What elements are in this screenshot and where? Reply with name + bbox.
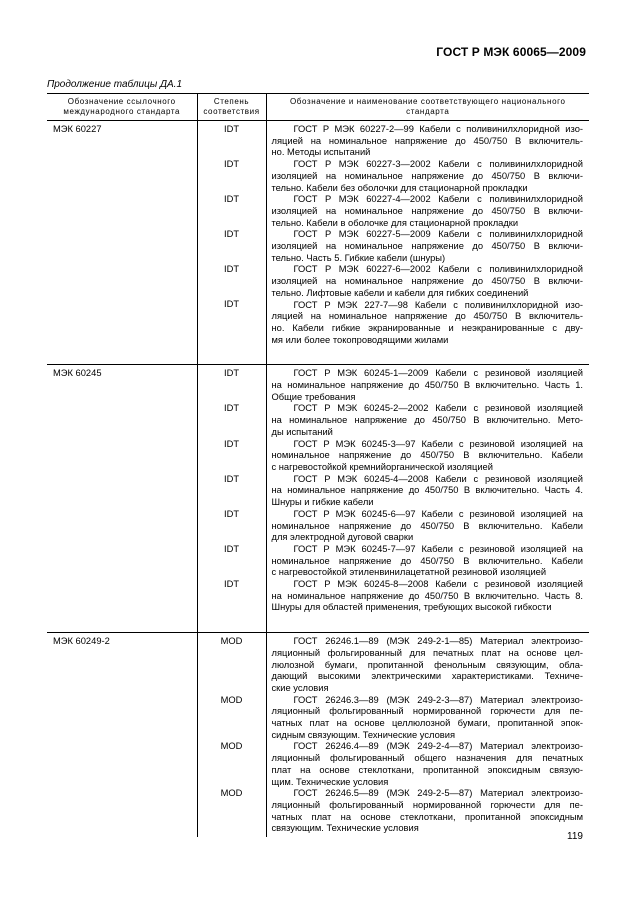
entry-line: с нагревостойкой кремнийорганической изоляцией: [271, 461, 493, 472]
degree-value: IDT: [223, 508, 240, 519]
column-header-reference: Обозначение ссылочного международного стандарта: [47, 94, 197, 121]
column-header-degree: Степень соответствия: [197, 94, 266, 121]
entry-line: тельно. Лифтовые кабели и кабели для гибких соединений: [271, 287, 529, 298]
entry-line: тельно. Часть 5. Гибкие кабели (шнуры): [271, 252, 446, 263]
entry-line: чатных плат на основе целлюлозной бумаги, пропитанной эпок-: [271, 718, 583, 729]
entry-line: ляционный фольгированный для печатных плат на основе цел-: [271, 647, 583, 658]
table-row: [47, 121, 589, 365]
national-standard-cell: [266, 633, 589, 837]
degree-cell: [197, 121, 266, 365]
national-standard-entry: [272, 124, 584, 159]
national-standard-entry: [272, 741, 584, 788]
entry-line: ГОСТ Р МЭК 60245-8—2008 Кабели с резиновой изоляцией: [293, 579, 583, 590]
entry-line: номинальное напряжение до 450/750 В включительно. Кабели: [271, 555, 583, 566]
national-standard-entry: [272, 439, 584, 474]
national-standard-entry: [272, 544, 584, 579]
degree-value: IDT: [223, 194, 240, 205]
entry-line: ды испытаний: [271, 426, 333, 437]
entry-line: ГОСТ Р МЭК 60227-3—2002 Кабели с поливинилхлоридной: [293, 159, 583, 170]
degree-value: MOD: [220, 636, 243, 647]
entry-line: ляционный фольгированный нормированной горючести для пе-: [271, 706, 583, 717]
entry-line: на номинальное напряжение до 450/750 В включительно. Мето-: [271, 415, 583, 426]
entry-line: тельно. Кабели без оболочки для стационарной прокладки: [271, 182, 528, 193]
national-standard-entry: [272, 368, 584, 403]
entry-line: дающий высокими электрическими характеристиками. Техниче-: [271, 671, 583, 682]
national-standard-entry: [272, 159, 584, 194]
entry-line: ляцией на номинальное напряжение до 450/750 В включитель-: [271, 135, 583, 146]
entry-line: ГОСТ 26246.4—89 (МЭК 249-2-4—87) Материал электроизо-: [293, 741, 583, 752]
national-standard-entry: [272, 695, 584, 742]
national-standard-entry: [272, 636, 584, 695]
degree-value: MOD: [220, 694, 243, 705]
entry-line: ГОСТ Р МЭК 60227-5—2009 Кабели с поливинилхлоридной: [293, 229, 583, 240]
entry-line: сидным связующим. Технические условия: [271, 729, 456, 740]
page-number: 119: [567, 831, 583, 842]
entry-line: люлозной бумаги, пропитанной фенольным связующим, обла-: [271, 659, 583, 670]
degree-value: IDT: [223, 159, 240, 170]
degree-cell: [197, 633, 266, 837]
table-row: [47, 365, 589, 633]
entry-line: но. Кабели гибкие экранированные и неэкранированные с дву-: [271, 322, 583, 333]
table-caption: Продолжение таблицы ДА.1: [47, 79, 183, 90]
entry-line: ГОСТ Р МЭК 60245-6—97 Кабели с резиновой изоляцией на: [293, 508, 583, 519]
entry-line: тельно. Кабели в оболочке для стационарной прокладки: [271, 217, 519, 228]
degree-value: IDT: [223, 124, 240, 134]
entry-line: на номинальное напряжение до 450/750 В включительно. Часть 8.: [271, 590, 583, 601]
table-body: [47, 121, 589, 838]
table-row: [47, 633, 589, 837]
entry-line: на номинальное напряжение до 450/750 В включительно. Часть 1.: [271, 380, 583, 391]
entry-line: ляционный фольгированный общего назначения для печатных: [271, 753, 583, 764]
entry-line: ГОСТ Р МЭК 60245-3—97 Кабели с резиновой изоляцией на: [293, 438, 583, 449]
degree-value: IDT: [223, 299, 240, 310]
entry-line: для электродной дуговой сварки: [271, 532, 414, 543]
national-standard-cell: [266, 365, 589, 633]
entry-line: ГОСТ 26246.5—89 (МЭК 249-2-5—87) Материал электроизо-: [293, 788, 583, 799]
entry-line: номинальное напряжение до 450/750 В включительно. Кабели: [271, 450, 583, 461]
entry-line: ГОСТ Р МЭК 60227-2—99 Кабели с поливинилхлоридной изо-: [293, 124, 583, 134]
entry-line: щим. Технические условия: [271, 776, 389, 787]
entry-line: Общие требования: [271, 391, 356, 402]
national-standard-entry: [272, 229, 584, 264]
national-standard-entry: [272, 509, 584, 544]
degree-value: IDT: [223, 403, 240, 414]
national-standard-entry: [272, 194, 584, 229]
national-standard-entry: [272, 403, 584, 438]
degree-value: MOD: [220, 788, 243, 799]
degree-value: IDT: [223, 229, 240, 240]
entry-line: изоляцией на номинальное напряжение до 450/750 В включи-: [271, 241, 583, 252]
entry-line: ГОСТ Р МЭК 60227-4—2002 Кабели с поливинилхлоридной: [293, 194, 583, 205]
entry-line: изоляцией на номинальное напряжение до 450/750 В включи-: [271, 205, 583, 216]
reference-standard-cell: МЭК 60245: [47, 365, 197, 633]
national-standard-entry: [272, 300, 584, 347]
entry-line: Шнуры для областей применения, требующих высокой гибкости: [271, 602, 552, 613]
entry-line: но. Методы испытаний: [271, 147, 371, 158]
entry-line: ГОСТ 26246.3—89 (МЭК 249-2-3—87) Материал электроизо-: [293, 694, 583, 705]
entry-line: ляционный фольгированный нормированной горючести для пе-: [271, 799, 583, 810]
entry-line: изоляцией на номинальное напряжение до 450/750 В включи-: [271, 276, 583, 287]
entry-line: ГОСТ Р МЭК 60245-1—2009 Кабели с резиновой изоляцией: [293, 368, 583, 379]
entry-line: ГОСТ Р МЭК 60245-2—2002 Кабели с резиновой изоляцией: [293, 403, 583, 414]
entry-line: чатных плат на основе стеклоткани, пропитанной эпоксидным: [271, 811, 583, 822]
national-standard-entry: [272, 579, 584, 614]
national-standard-entry: [272, 788, 584, 835]
national-standard-entry: [272, 264, 584, 299]
entry-line: ГОСТ Р МЭК 60227-6—2002 Кабели с поливинилхлоридной: [293, 264, 583, 275]
entry-line: номинальное напряжение до 450/750 В включительно. Кабели: [271, 520, 583, 531]
national-standard-entry: [272, 474, 584, 509]
degree-value: IDT: [223, 264, 240, 275]
entry-line: Шнуры и гибкие кабели: [271, 497, 374, 508]
entry-line: связующим. Технические условия: [271, 823, 419, 834]
entry-line: изоляцией на номинальное напряжение до 450/750 В включи-: [271, 170, 583, 181]
entry-line: ляцией на номинальное напряжение до 450/750 В включитель-: [271, 311, 583, 322]
degree-cell: [197, 365, 266, 633]
degree-value: IDT: [223, 473, 240, 484]
degree-value: MOD: [220, 741, 243, 752]
degree-value: IDT: [223, 438, 240, 449]
entry-line: ГОСТ 26246.1—89 (МЭК 249-2-1—85) Материал электроизо-: [293, 636, 583, 647]
entry-line: плат на основе стеклоткани, пропитанной эпоксидным связую-: [271, 764, 583, 775]
reference-standard-cell: МЭК 60227: [47, 121, 197, 365]
correspondence-table: [47, 93, 589, 837]
document-code: ГОСТ Р МЭК 60065—2009: [436, 45, 586, 59]
entry-line: ГОСТ Р МЭК 60245-4—2008 Кабели с резиновой изоляцией: [293, 473, 583, 484]
entry-line: ГОСТ Р МЭК 60245-7—97 Кабели с резиновой изоляцией на: [293, 543, 583, 554]
degree-value: IDT: [223, 543, 240, 554]
entry-line: ГОСТ Р МЭК 227-7—98 Кабели с поливинилхлоридной изо-: [293, 299, 583, 310]
entry-line: ские условия: [271, 682, 329, 693]
entry-line: на номинальное напряжение до 450/750 В включительно. Часть 4.: [271, 485, 583, 496]
reference-standard-cell: МЭК 60249-2: [53, 636, 110, 647]
national-standard-cell: [266, 121, 589, 365]
entry-line: мя или более токопроводящими жилами: [271, 334, 449, 345]
entry-line: с нагревостойкой этиленвинилацетатной резиновой изоляцией: [271, 567, 547, 578]
table-header-row: [47, 94, 589, 121]
degree-value: IDT: [223, 368, 240, 379]
column-header-national-standard: Обозначение и наименование соответствующего национального стандарта: [266, 94, 589, 121]
degree-value: IDT: [223, 578, 240, 589]
